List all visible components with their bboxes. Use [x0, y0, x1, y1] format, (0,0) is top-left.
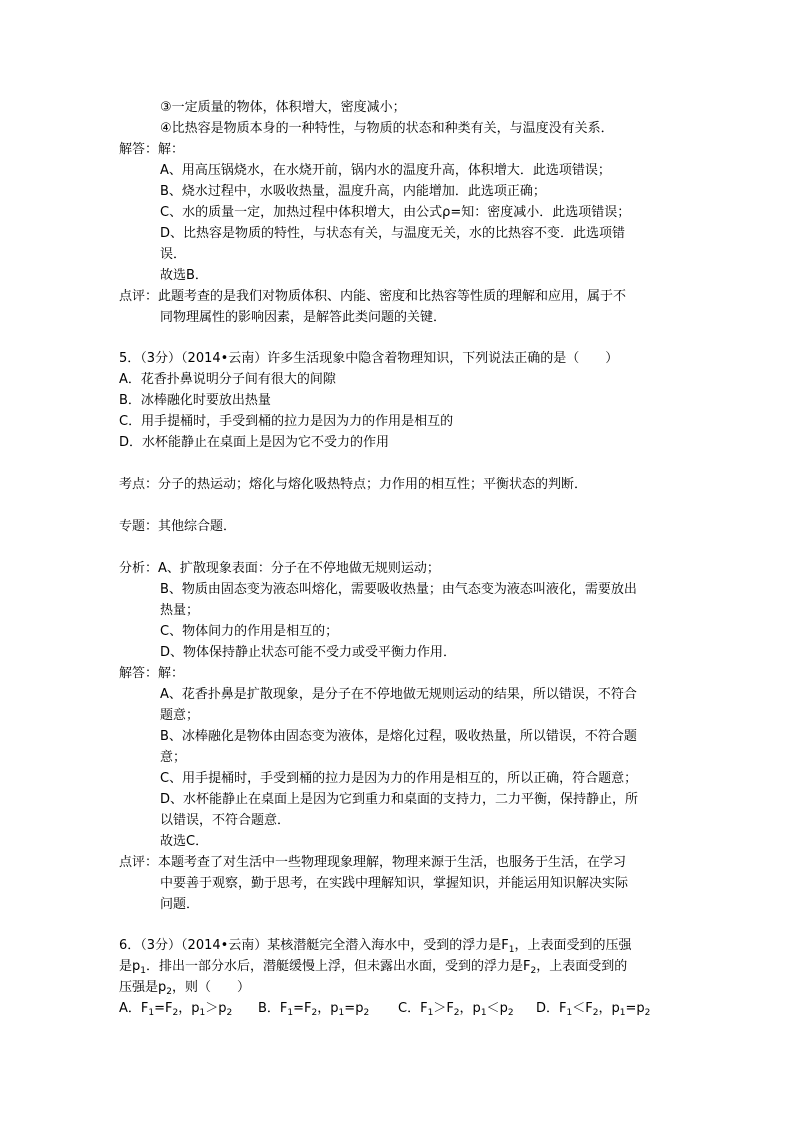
q5-option-d: D．水杯能静止在桌面上是因为它不受力的作用 [119, 435, 390, 450]
q5-option-c: C．用手提桶时，手受到桶的拉力是因为力的作用是相互的 [119, 414, 454, 429]
q5-zhuanti: 专题：其他综合题． [119, 519, 237, 534]
q5-option-a: A．花香扑鼻说明分子间有很大的间隙 [119, 372, 336, 387]
q5-answer-choice: 故选C． [160, 834, 209, 849]
q5-analysis-a: 分析：A、扩散现象表面：分子在不停地做无规则运动； [119, 561, 440, 576]
q5-answer-b-line2: 意； [160, 750, 187, 765]
q5-comment-line1: 点评：本题考查了对生活中一些物理现象理解，物理来源于生活，也服务于生活，在学习 [119, 855, 627, 870]
q5-kaodian: 考点：分子的热运动；熔化与熔化吸热特点；力作用的相互性；平衡状态的判断． [119, 477, 588, 492]
q6-option-b: B．$F_1=F_2$，$p_1=p_2$ [258, 1001, 370, 1018]
analysis-point-4: ④比热容是物质本身的一种特性，与物质的状态和种类有关，与温度没有关系． [160, 121, 614, 136]
q5-comment-line3: 问题． [160, 897, 200, 912]
q5-analysis-c: C、物体间力的作用是相互的； [160, 624, 339, 639]
comment-line2: 同物理属性的影响因素，是解答此类问题的关键． [160, 310, 447, 325]
q5-analysis-b-line1: B、物质由固态变为液态叫熔化，需要吸收热量；由气态变为液态叫液化，需要放出 [160, 582, 637, 597]
q5-answer-d-line2: 以错误，不符合题意． [160, 813, 291, 828]
q5-option-b: B．冰棒融化时要放出热量 [119, 393, 271, 408]
q5-answer-b-line1: B、冰棒融化是物体由固态变为液体，是熔化过程，吸收热量，所以错误，不符合题 [160, 729, 637, 744]
q5-analysis-d: D、物体保持静止状态可能不受力或受平衡力作用． [160, 645, 457, 660]
answer-option-d-line1: D、比热容是物质的特性，与状态有关，与温度无关，水的比热容不变．此选项错 [160, 226, 626, 241]
q6-stem-line3: 压强是$p_2$，则（ ） [119, 980, 251, 997]
q5-stem: 5．（3分）（2014•云南）许多生活现象中隐含着物理知识，下列说法正确的是（ ） [119, 351, 619, 366]
q5-answer-d-line1: D、水杯能静止在桌面上是因为它到重力和桌面的支持力，二力平衡，保持静止，所 [160, 792, 639, 807]
answer-option-a: A、用高压锅烧水，在水烧开前，锅内水的温度升高，体积增大．此选项错误； [160, 163, 611, 178]
q6-stem-line2: 是$p_1$．排出一部分水后，潜艇缓慢上浮，但未露出水面，受到的浮力是$F_2$，上表面受到的 [119, 959, 628, 976]
q5-answer-label: 解答：解： [119, 666, 185, 681]
q6-option-c: C．$F_1>F_2$，$p_1<p_2$ [398, 1001, 514, 1018]
q5-comment-line2: 中要善于观察，勤于思考，在实践中理解知识，掌握知识，并能运用知识解决实际 [160, 876, 629, 891]
q5-analysis-b-line2: 热量； [160, 603, 200, 618]
answer-option-b: B、烧水过程中，水吸收热量，温度升高，内能增加．此选项正确； [160, 184, 546, 199]
q6-option-d: D．$F_1<F_2$，$p_1=p_2$ [536, 1001, 651, 1018]
q6-option-a: A．$F_1=F_2$，$p_1>p_2$ [119, 1001, 233, 1018]
q5-answer-a-line1: A、花香扑鼻是扩散现象，是分子在不停地做无规则运动的结果，所以错误，不符合 [160, 687, 637, 702]
q6-stem-line1: 6．（3分）（2014•云南）某核潜艇完全潜入海水中，受到的浮力是$F_1$，上表面受到的压强 [119, 938, 632, 955]
q5-answer-a-line2: 题意； [160, 708, 200, 723]
q5-answer-c: C、用手提桶时，手受到桶的拉力是因为力的作用是相互的，所以正确，符合题意； [160, 771, 638, 786]
comment-line1: 点评：此题考查的是我们对物质体积、内能、密度和比热容等性质的理解和应用，属于不 [119, 289, 627, 304]
answer-label: 解答：解： [119, 142, 185, 157]
answer-choice: 故选B． [160, 268, 208, 283]
analysis-point-3: ③一定质量的物体，体积增大，密度减小； [160, 100, 406, 115]
answer-option-d-line2: 误． [160, 247, 187, 262]
answer-option-c: C、水的质量一定，加热过程中体积增大，由公式ρ=知：密度减小．此选项错误； [160, 205, 631, 220]
